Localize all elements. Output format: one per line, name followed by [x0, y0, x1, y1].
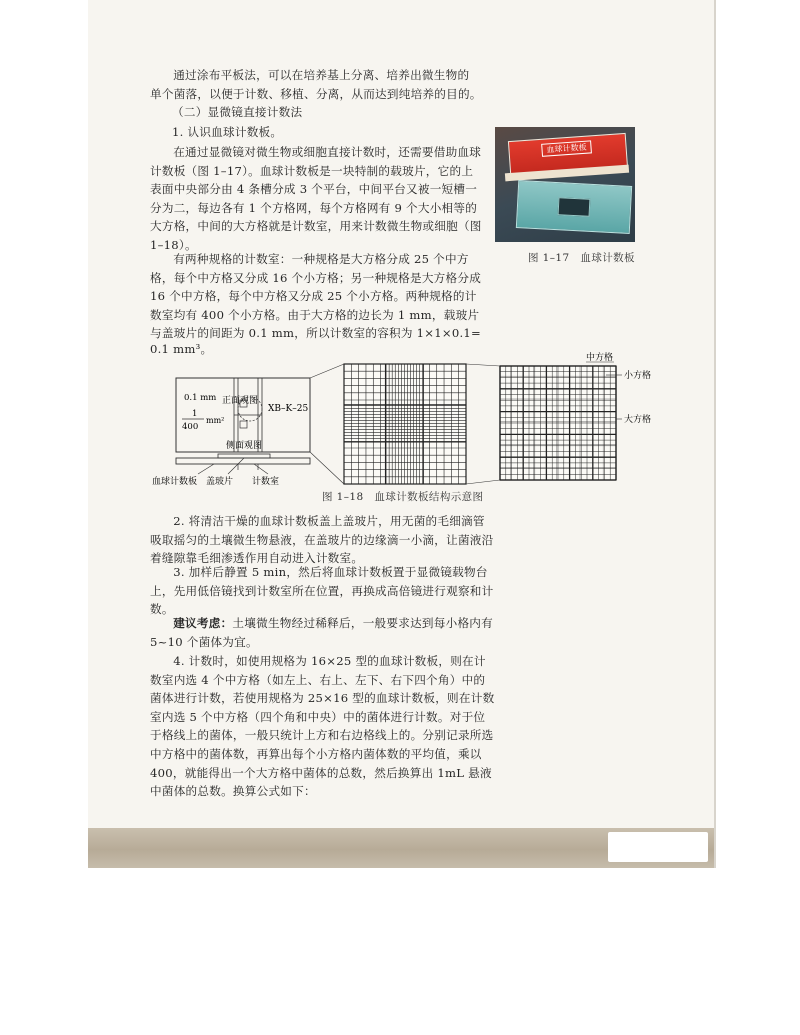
side-view-label: 侧面观图 [226, 441, 263, 451]
label-medium-square: 中方格 [586, 353, 614, 363]
fraction-numerator: 1 [192, 409, 198, 419]
front-view-label: 正面观图 [222, 396, 259, 406]
slide-mark [558, 197, 591, 217]
counting-board-photo [495, 127, 635, 242]
paragraph-2: 有两种规格的计数室：一种规格是大方格分成 25 个中方格，每个中方格又分成 16 个小方格；另一种规格是大方格分成 16 个中方格，每个中方格又分成 25 个小方格。两种规格的计数室均有 400 个小方格。由于大方格的边长为 1 mm，载玻片与盖玻片的间距为 0.1 mm，所以计数室的容积为 1×1×0.1= [150, 252, 482, 341]
paragraph-2-end: 0.1 mm³。 [150, 342, 213, 356]
sub-heading-1: 1. 认识血球计数板。 [172, 125, 283, 139]
label-large-square: 大方格 [624, 415, 652, 425]
intro-line-2: 单个菌落，以便于计数、移植、分离，从而达到纯培养的目的。 [150, 87, 482, 101]
label-cover: 盖玻片 [206, 477, 234, 487]
front-view-panel [152, 378, 310, 487]
figure-1-18-diagram [88, 348, 714, 508]
detail-grid-panel [500, 366, 616, 480]
intro-line-1: 通过涂布平板法，可以在培养基上分离、培养出微生物的 [173, 68, 470, 82]
paragraph-1: 在通过显微镜对微生物或细胞直接计数时，还需要借助血球计数板（图 1–17）。血球计数板是一块特制的载玻片，它的上表面中央部分由 4 条槽分成 3 个平台，中间平台又被一短槽一分为二，每边各有 1 个方格网，每个方格网有 9 个大小相等的大方格，中间的大方格就是计数室，用来计数微生物或细胞（图 1–18）。 [150, 145, 482, 252]
figure-1-18-caption: 图 1–18 血球计数板结构示意图 [322, 491, 484, 503]
tip-label: 建议考虑： [173, 616, 233, 630]
label-chamber: 计数室 [252, 477, 280, 487]
textbook-page [88, 0, 716, 868]
model-code: XB–K–25 [268, 404, 309, 414]
area-unit: mm² [206, 416, 225, 425]
tip-paragraph [150, 614, 496, 651]
watermark-cover [608, 832, 708, 862]
step-3: 3. 加样后静置 5 min，然后将血球计数板置于显微镜载物台上，先用低倍镜找到计数室所在位置，再换成高倍镜进行观察和计数。 [150, 565, 494, 617]
box-label: 血球计数板 [541, 140, 592, 156]
step-2: 2. 将清洁干燥的血球计数板盖上盖玻片，用无菌的毛细滴管吸取摇匀的土壤微生物悬液，在盖玻片的边缘滴一小滴，让菌液沿着缝隙靠毛细渗透作用自动进入计数室。 [150, 514, 494, 566]
tip-text: 土壤微生物经过稀释后，一般要求达到每小格内有 5~10 个菌体为宜。 [150, 616, 493, 649]
glass-slide [516, 180, 632, 234]
section-heading: （二）显微镜直接计数法 [172, 105, 303, 119]
middle-grid-panel [344, 364, 466, 484]
figure-1-17-caption: 图 1–17 血球计数板 [528, 252, 635, 264]
label-small-square: 小方格 [624, 371, 652, 381]
label-board: 血球计数板 [152, 477, 198, 487]
depth-label: 0.1 mm [184, 393, 217, 403]
fraction-denominator: 400 [182, 422, 199, 432]
step-4: 4. 计数时，如使用规格为 16×25 型的血球计数板，则在计数室内选 4 个中方格（如左上、右上、左下、右下四个角）中的菌体进行计数，若使用规格为 25×16 型的血球计数板，则在计数室内选 5 个中方格（四个角和中央）中的菌体进行计数。对于位于格线上的菌体，一般只统计上方和右边格线上的。分别记录所选中方格中的菌体数，再算出每个小方格内菌体数的平均值，乘以 400，就能得出一个大方格中菌体的总数，然后换算出 1mL 悬液中菌体的总数。换算公式如下： [150, 654, 495, 799]
